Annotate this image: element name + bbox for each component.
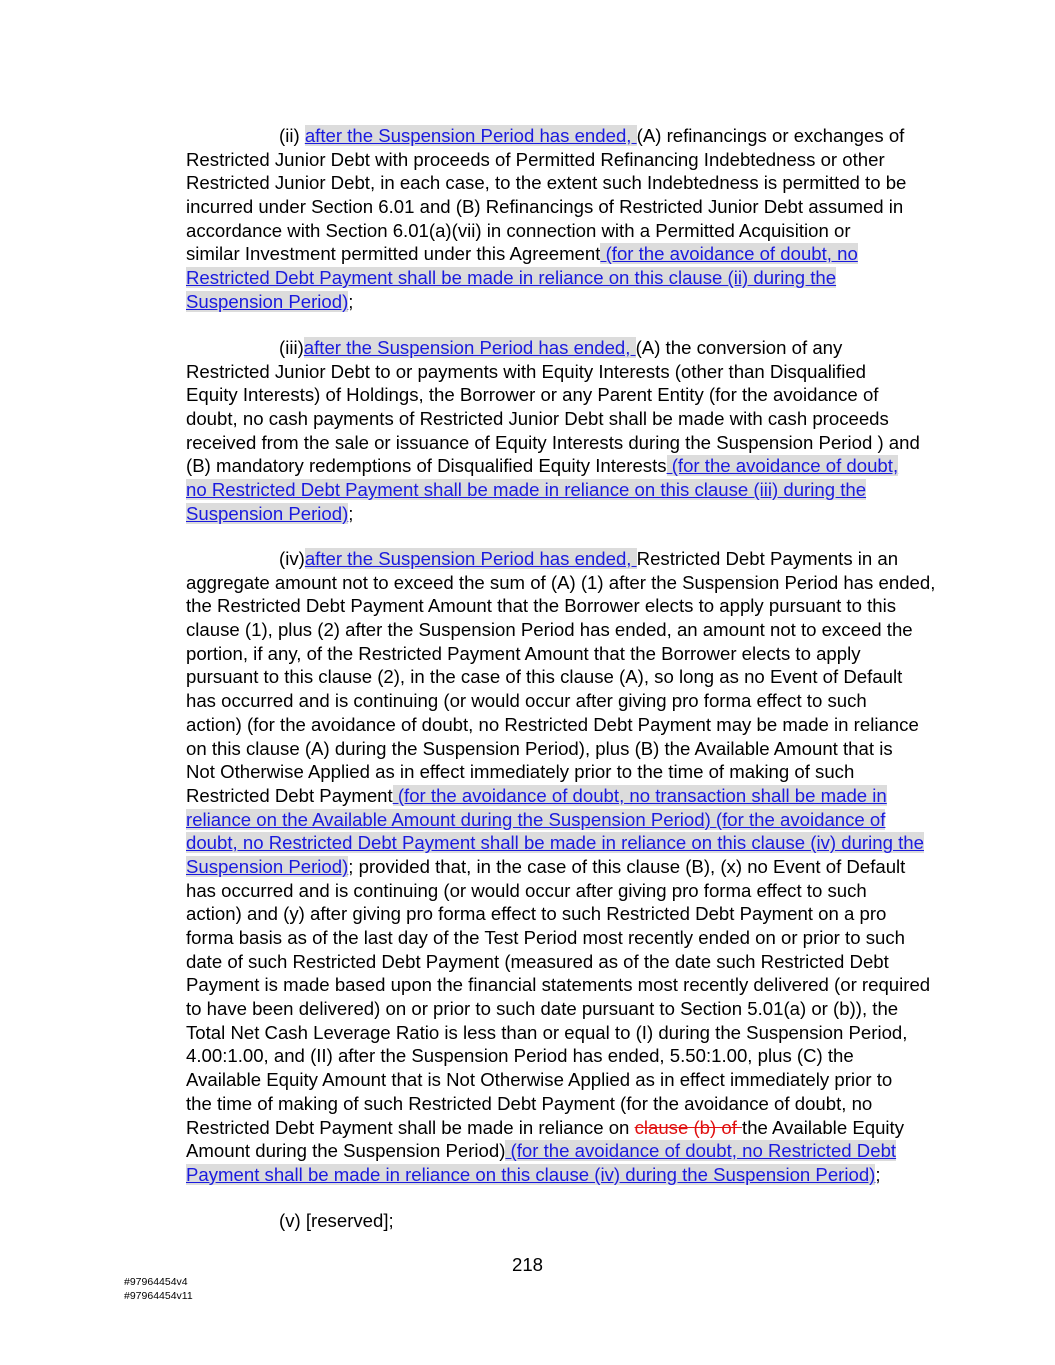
body-text: Payment is made based upon the financial statements most recently delivered (or required xyxy=(186,974,931,996)
text-line xyxy=(186,1139,932,1163)
text-line xyxy=(186,195,932,219)
text-line xyxy=(186,713,932,737)
body-text: [reserved]; xyxy=(305,1210,394,1231)
body-text: Restricted Debt Payment shall be made in reliance on xyxy=(186,1116,635,1138)
inserted-text: reliance on the Available Amount during the Suspension Period) (for the avoidance of xyxy=(186,808,886,830)
document-id-v11: #97964454v11 xyxy=(124,1290,193,1302)
body-text: ; xyxy=(348,290,354,312)
body-text: (B) mandatory redemptions of Disqualified Equity Interests xyxy=(186,455,667,477)
body-text: Restricted Junior Debt to or payments with Equity Interests (other than Disqualified xyxy=(186,360,867,382)
inserted-text: Restricted Debt Payment shall be made in reliance on this clause (ii) during the xyxy=(186,267,837,289)
text-line xyxy=(186,431,932,455)
body-text: similar Investment permitted under this Agreement xyxy=(186,243,601,265)
inserted-text: (for the avoidance of doubt, no xyxy=(600,243,858,265)
body-text: date of such Restricted Debt Payment (measured as of the date such Restricted Debt xyxy=(186,950,889,972)
inserted-text: after the Suspension Period has ended, xyxy=(304,125,637,146)
text-line xyxy=(186,1021,932,1045)
text-line xyxy=(186,502,932,526)
inserted-text: no Restricted Debt Payment shall be made in reliance on this clause (iii) during the xyxy=(186,479,867,501)
body-text: on this clause (A) during the Suspension Period), plus (B) the Available Amount that is xyxy=(186,737,893,759)
text-line xyxy=(186,242,932,266)
body-text: Not Otherwise Applied as in effect immediately prior to the time of making of such xyxy=(186,761,855,783)
body-text: action) (for the avoidance of doubt, no Restricted Debt Payment may be made in reliance xyxy=(186,713,919,735)
body-text: Total Net Cash Leverage Ratio is less than or equal to (I) during the Suspension Period, xyxy=(186,1021,908,1043)
deleted-text: clause (b) of xyxy=(634,1116,743,1138)
body-text: portion, if any, of the Restricted Payment Amount that the Borrower elects to apply xyxy=(186,642,861,664)
body-text: has occurred and is continuing (or would occur after giving pro forma effect to such xyxy=(186,879,867,901)
body-text: Restricted Junior Debt with proceeds of Permitted Refinancing Indebtedness or other xyxy=(186,148,885,170)
text-line xyxy=(186,219,932,243)
text-line xyxy=(186,831,932,855)
inserted-text: Suspension Period) xyxy=(186,855,349,877)
text-line xyxy=(186,1092,932,1116)
body-text: the Restricted Debt Payment Amount that the Borrower elects to apply pursuant to this xyxy=(186,595,897,617)
inserted-text: (for the avoidance of doubt, no transaction shall be made in xyxy=(392,784,887,806)
text-line xyxy=(186,290,932,314)
body-text: received from the sale or issuance of Equity Interests during the Suspension Period ) and xyxy=(186,431,920,453)
body-text: Restricted Debt Payment xyxy=(186,784,393,806)
text-line xyxy=(186,760,932,784)
text-line xyxy=(186,266,932,290)
text-line xyxy=(186,997,932,1021)
inserted-text: Suspension Period) xyxy=(186,290,349,312)
body-text: pursuant to this clause (2), in the case of this clause (A), so long as no Event of Default xyxy=(186,666,903,688)
inserted-text: after the Suspension Period has ended, xyxy=(304,548,637,569)
text-line xyxy=(186,594,932,618)
text-line xyxy=(186,642,932,666)
body-text: accordance with Section 6.01(a)(vii) in connection with a Permitted Acquisition or xyxy=(186,219,851,241)
body-text: action) and (y) after giving pro forma effect to such Restricted Debt Payment on a pro xyxy=(186,903,887,925)
text-line xyxy=(186,336,932,360)
body-text: Amount during the Suspension Period) xyxy=(186,1140,506,1162)
clause-label: (v) xyxy=(279,1210,306,1231)
body-text: ; xyxy=(348,502,354,524)
body-text: has occurred and is continuing (or would occur after giving pro forma effect to such xyxy=(186,690,867,712)
text-line xyxy=(186,689,932,713)
text-line xyxy=(186,1044,932,1068)
clause-iii-paragraph xyxy=(186,336,932,526)
document-id-v4: #97964454v4 xyxy=(124,1276,188,1288)
text-line xyxy=(186,855,932,879)
body-text: to have been delivered) on or prior to such date pursuant to Section 5.01(a) or (b)), the xyxy=(186,998,899,1020)
text-line xyxy=(186,148,932,172)
body-text: (A) the conversion of any xyxy=(635,337,843,358)
text-line xyxy=(186,1163,932,1187)
body-text: Equity Interests) of Holdings, the Borrower or any Parent Entity (for the avoidance of xyxy=(186,384,879,406)
text-line xyxy=(186,808,932,832)
clause-label: (iii) xyxy=(279,337,304,358)
inserted-text: (for the avoidance of doubt, no Restricted Debt xyxy=(505,1140,897,1162)
inserted-text: Payment shall be made in reliance on this clause (iv) during the Suspension Period) xyxy=(186,1163,876,1185)
body-text: doubt, no cash payments of Restricted Junior Debt shall be made with cash proceeds xyxy=(186,408,889,430)
text-line xyxy=(186,784,932,808)
text-line xyxy=(186,1209,932,1233)
inserted-text: Suspension Period) xyxy=(186,502,349,524)
inserted-text: after the Suspension Period has ended, xyxy=(303,337,636,358)
inserted-text: (for the avoidance of doubt, xyxy=(666,455,899,477)
text-line xyxy=(186,478,932,502)
page-number: 218 xyxy=(511,1254,544,1275)
text-line xyxy=(186,454,932,478)
text-line xyxy=(186,879,932,903)
body-text: 4.00:1.00, and (II) after the Suspension Period has ended, 5.50:1.00, plus (C) the xyxy=(186,1045,854,1067)
body-text: Restricted Junior Debt, in each case, to the extent such Indebtedness is permitted to be xyxy=(186,172,907,194)
text-line xyxy=(186,360,932,384)
body-text: Available Equity Amount that is Not Otherwise Applied as in effect immediately prior to xyxy=(186,1069,893,1091)
text-line xyxy=(186,124,932,148)
text-line xyxy=(186,171,932,195)
inserted-text: doubt, no Restricted Debt Payment shall be made in reliance on this clause (iv) during the xyxy=(186,832,924,854)
text-line xyxy=(186,950,932,974)
body-text: clause (1), plus (2) after the Suspension Period has ended, an amount not to exceed the xyxy=(186,619,913,641)
body-text: incurred under Section 6.01 and (B) Refinancings of Restricted Junior Debt assumed in xyxy=(186,196,904,218)
clause-label: (ii) xyxy=(279,125,305,146)
text-line xyxy=(186,618,932,642)
body-text: forma basis as of the last day of the Test Period most recently ended on or prior to such xyxy=(186,927,905,948)
text-line xyxy=(186,902,932,926)
text-line xyxy=(186,407,932,431)
body-text: the Available Equity xyxy=(742,1116,904,1138)
text-line xyxy=(186,571,936,595)
body-text: (A) refinancings or exchanges of xyxy=(636,125,905,146)
body-text: ; provided that, in the case of this clause (B), (x) no Event of Default xyxy=(348,855,906,877)
body-text: Restricted Debt Payments in an xyxy=(636,548,899,569)
clause-ii-paragraph xyxy=(186,124,932,314)
text-line xyxy=(186,1068,932,1092)
text-line xyxy=(186,737,932,761)
text-line xyxy=(186,383,932,407)
text-line xyxy=(186,547,932,571)
clause-iv-paragraph xyxy=(186,547,936,1187)
text-line xyxy=(186,665,932,689)
text-line xyxy=(186,926,932,950)
clause-label: (iv) xyxy=(279,548,305,569)
body-text: the time of making of such Restricted Debt Payment (for the avoidance of doubt, no xyxy=(186,1092,873,1114)
clause-v-paragraph xyxy=(186,1209,932,1233)
body-text: ; xyxy=(875,1163,881,1185)
text-line xyxy=(186,1116,932,1140)
body-text: aggregate amount not to exceed the sum of (A) (1) after the Suspension Period has ended, xyxy=(186,571,936,593)
text-line xyxy=(186,973,932,997)
